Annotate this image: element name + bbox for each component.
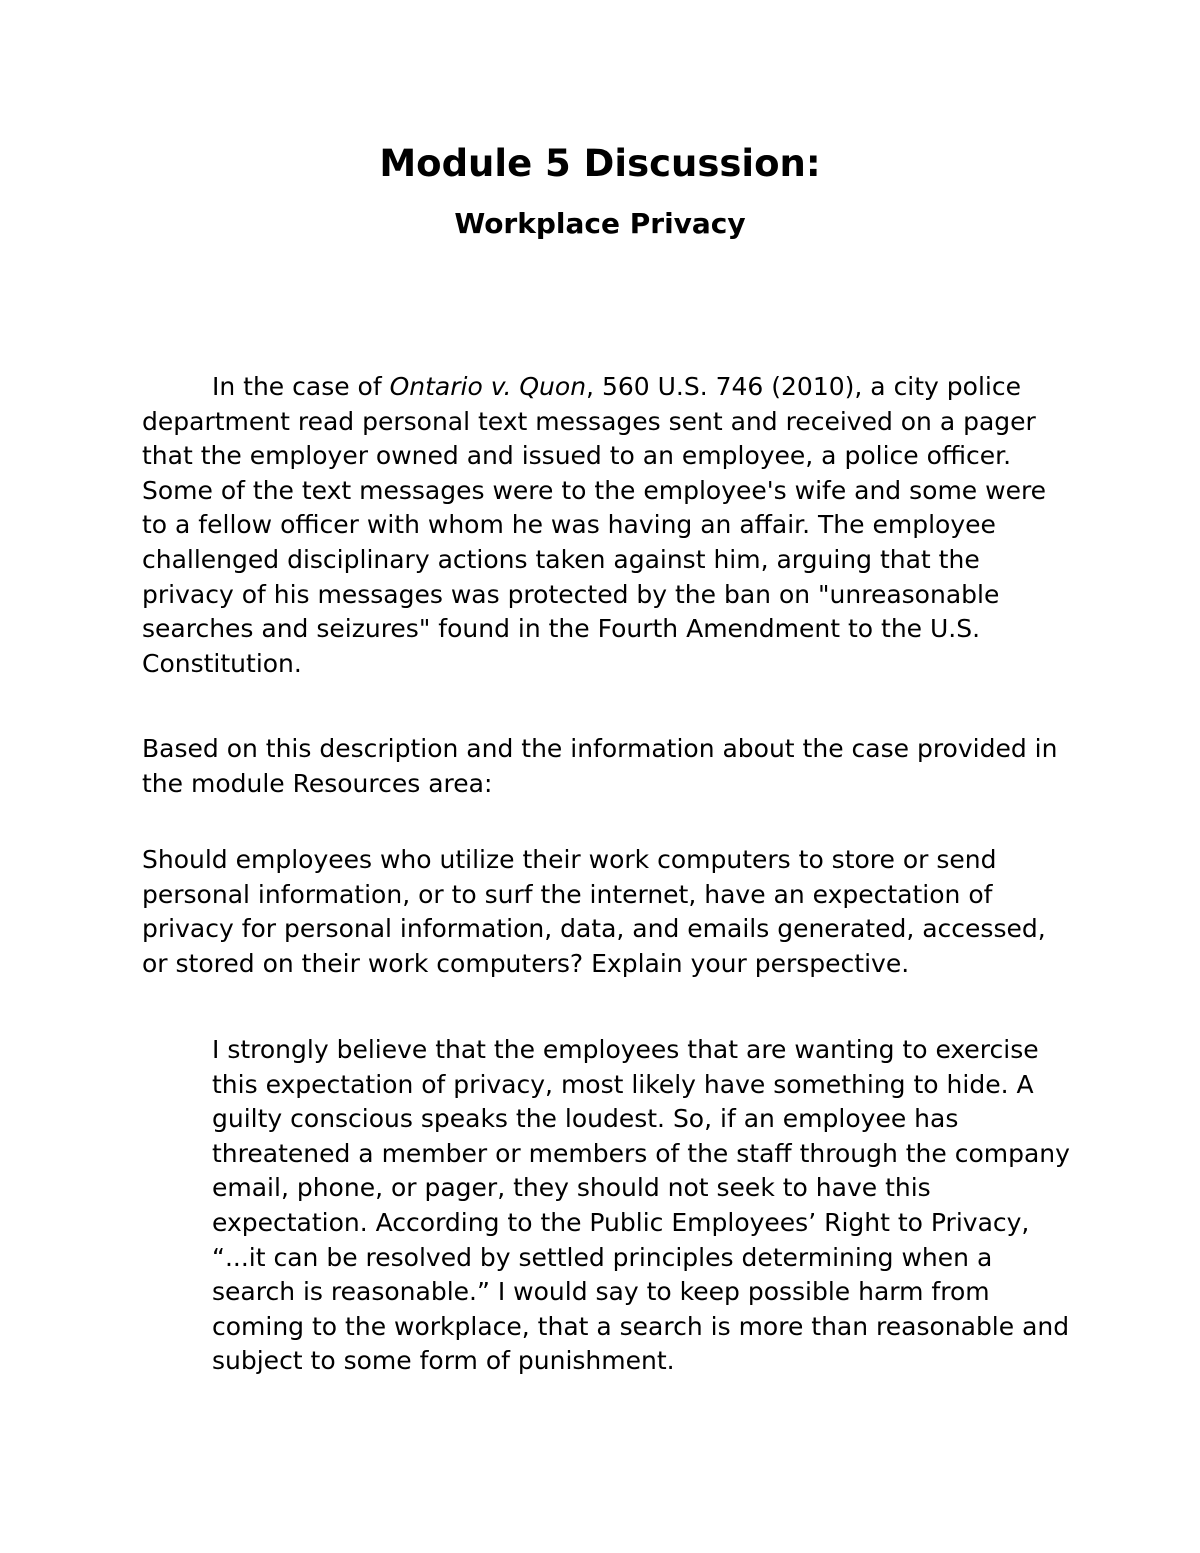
- answer-paragraph: I strongly believe that the employees that are wanting to exercise this expectation of privacy, most likely have something to hide. A guilty conscious speaks the loudest. So, if an employee has threatened a member or members of the staff through the company email, phone, or pager, they should not seek to have this expectation. According to the Public Employees’ Right to Privacy, “...it can be resolved by settled principles determining when a search is reasonable.” I would say to keep possible harm from coming to the workplace, that a search is more than reasonable and subject to some form of punishment.: [212, 1035, 1070, 1376]
- question-paragraph: Should employees who utilize their work computers to store or send personal information, or to surf the internet, have an expectation of privacy for personal information, data, and emails generated, accessed, or stored on their work computers? Explain your perspective.: [142, 845, 1046, 978]
- instruction-paragraph: Based on this description and the information about the case provided in the module Resources area:: [142, 734, 1058, 798]
- paragraph-lead: In the case of: [212, 372, 390, 401]
- document-subtitle: Workplace Privacy: [454, 207, 746, 240]
- paragraph-rest: , 560 U.S. 746 (2010), a city police department read personal text messages sent and received on a pager that the employer owned and issued to an employee, a police officer. Some of the text messages were to the employee's wife and some were to a fellow officer with whom he was having an affair. The employee challenged disciplinary actions taken against him, arguing that the privacy of his messages was protected by the ban on "unreasonable searches and seizures" found in the Fourth Amendment to the U.S. Constitution.: [142, 372, 1047, 678]
- case-description-paragraph: [142, 370, 1067, 681]
- document-title: Module 5 Discussion:: [379, 142, 821, 185]
- case-name: Ontario v. Quon: [389, 372, 587, 401]
